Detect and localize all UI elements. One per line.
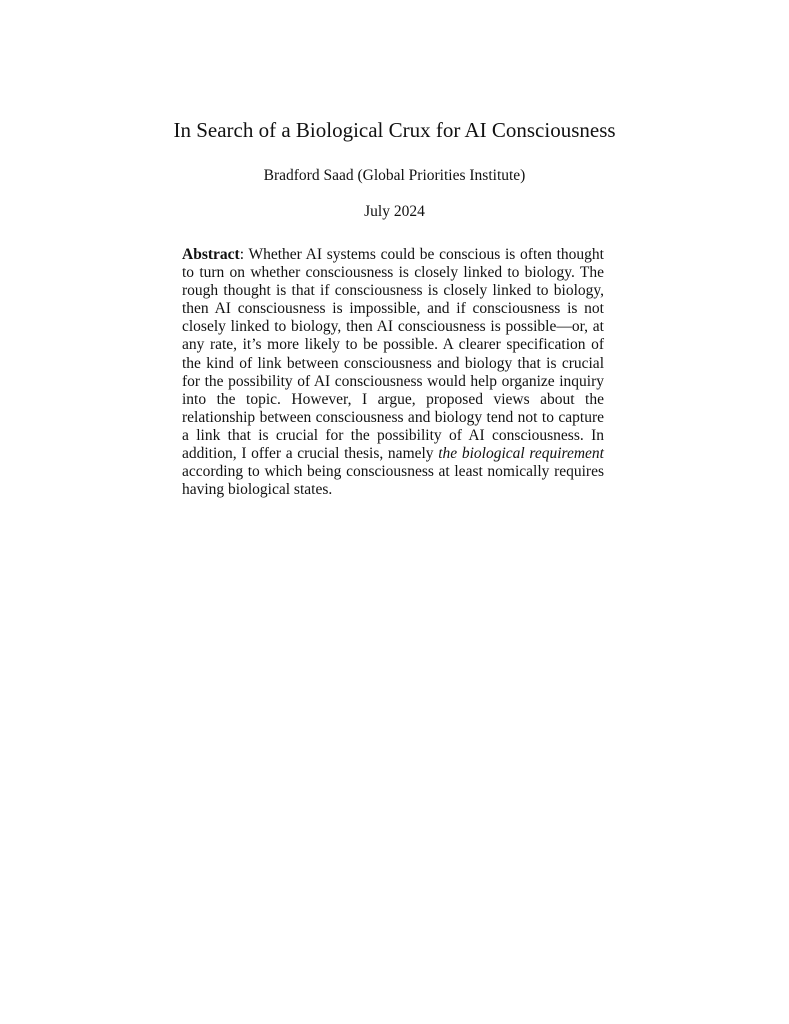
abstract-text-before: Whether AI systems could be conscious is often thought to turn on whether consciousness is closely linked to biology. The rough thought is that if consciousness is closely linked to biology, then AI consciousness is impossible, and if consciousness is not closely linked to biology, then AI consciousness is possible—or, at any rate, it’s more likely to be possible. A clearer specification of the kind of link between consciousness and biology that is crucial for the possibility of AI consciousness would help organize inquiry into the topic. However, I argue, proposed views about the relationship between consciousness and biology tend not to capture a link that is crucial for the possibility of AI consciousness. In addition, I offer a crucial thesis, namely bbox=[182, 246, 604, 463]
abstract-label: Abstract bbox=[182, 246, 240, 263]
abstract-paragraph bbox=[182, 246, 604, 499]
abstract-separator: : bbox=[239, 246, 249, 263]
abstract-emphasis: the biological requirement bbox=[438, 445, 604, 463]
author-line: Bradford Saad (Global Priorities Institute) bbox=[263, 167, 526, 184]
abstract-text-after: according to which being consciousness at least nomically requires having biological states. bbox=[182, 463, 604, 499]
paper-title: In Search of a Biological Crux for AI Consciousness bbox=[173, 118, 616, 142]
date-line: July 2024 bbox=[364, 203, 425, 220]
